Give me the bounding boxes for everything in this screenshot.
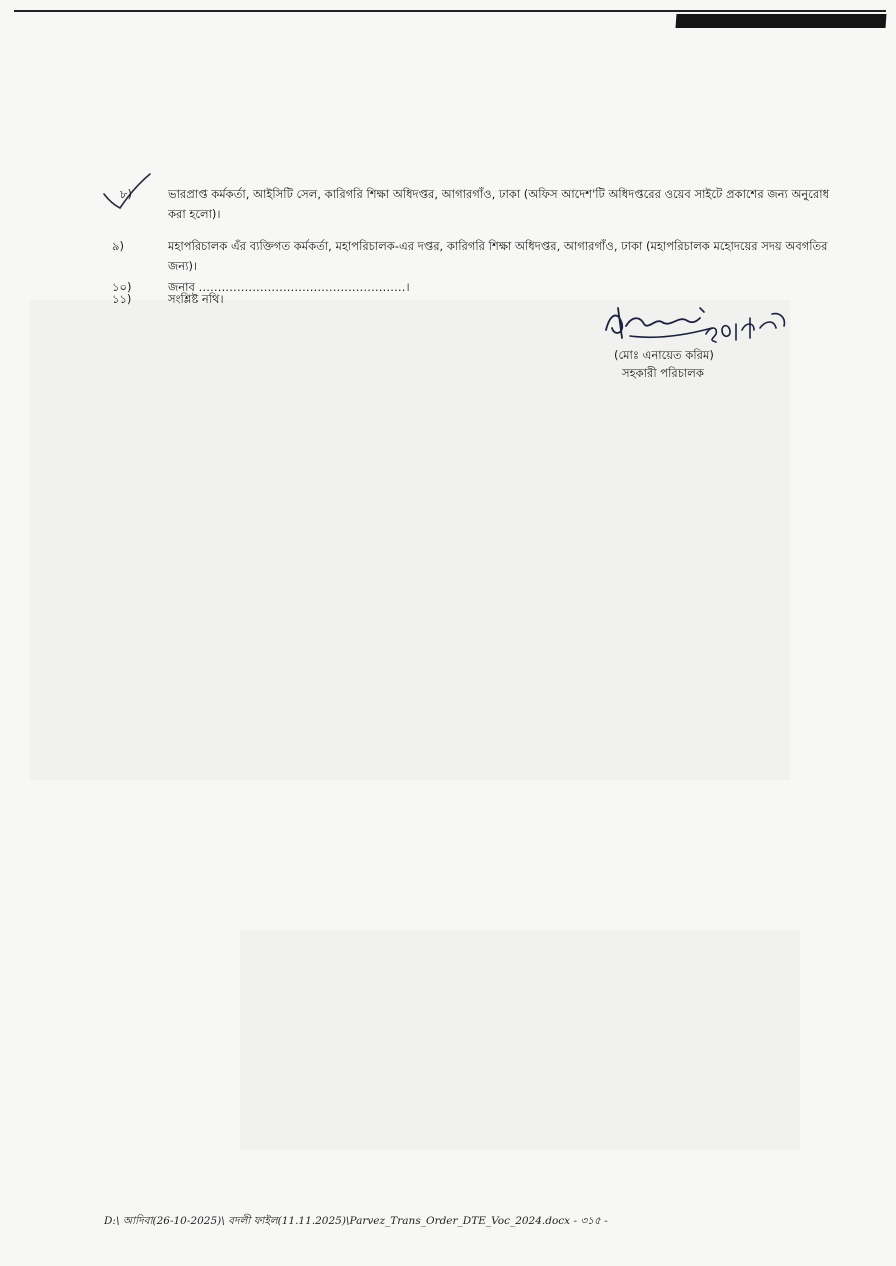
handwritten-signature	[600, 300, 800, 348]
item-number: ১০)	[112, 280, 132, 294]
item-number: ১১)	[112, 292, 132, 306]
top-border-line	[14, 10, 886, 12]
item-number: ৮)	[120, 187, 132, 201]
list-item-text: সংশ্লিষ্ট নথি।	[168, 292, 224, 306]
list-item-text: মহাপরিচালক এঁর ব্যক্তিগত কর্মকর্তা, মহাপরিচালক-এর দপ্তর, কারিগরি শিক্ষা অধিদপ্তর, আগারগাঁও, ঢাকা (মহাপরিচালক মহোদয়ের সদয় অবগতির জন্য)।	[168, 239, 828, 273]
footer-file-path: D:\ আদিবা(26-10-2025)\ বদলী ফাইল(11.11.2025)\Parvez_Trans_Order_DTE_Voc_2024.docx - ৩১৫ -	[104, 1215, 608, 1227]
signatory-designation: সহকারী পরিচালক	[622, 366, 704, 380]
list-item-text: ভারপ্রাপ্ত কর্মকর্তা, আইসিটি সেল, কারিগরি শিক্ষা অধিদপ্তর, আগারগাঁও, ঢাকা (অফিস আদেশ'টি অধিদপ্তরের ওয়েব সাইটে প্রকাশের জন্য অনুরোধ করা হলো)।	[168, 187, 830, 221]
top-border-bar	[676, 14, 887, 28]
bleed-through-area	[240, 930, 800, 1150]
item-number: ৯)	[112, 239, 124, 253]
list-item-text: জনাব ………………………………………………।	[168, 280, 410, 294]
signatory-name: (মোঃ এনায়েত করিম)	[614, 348, 714, 362]
